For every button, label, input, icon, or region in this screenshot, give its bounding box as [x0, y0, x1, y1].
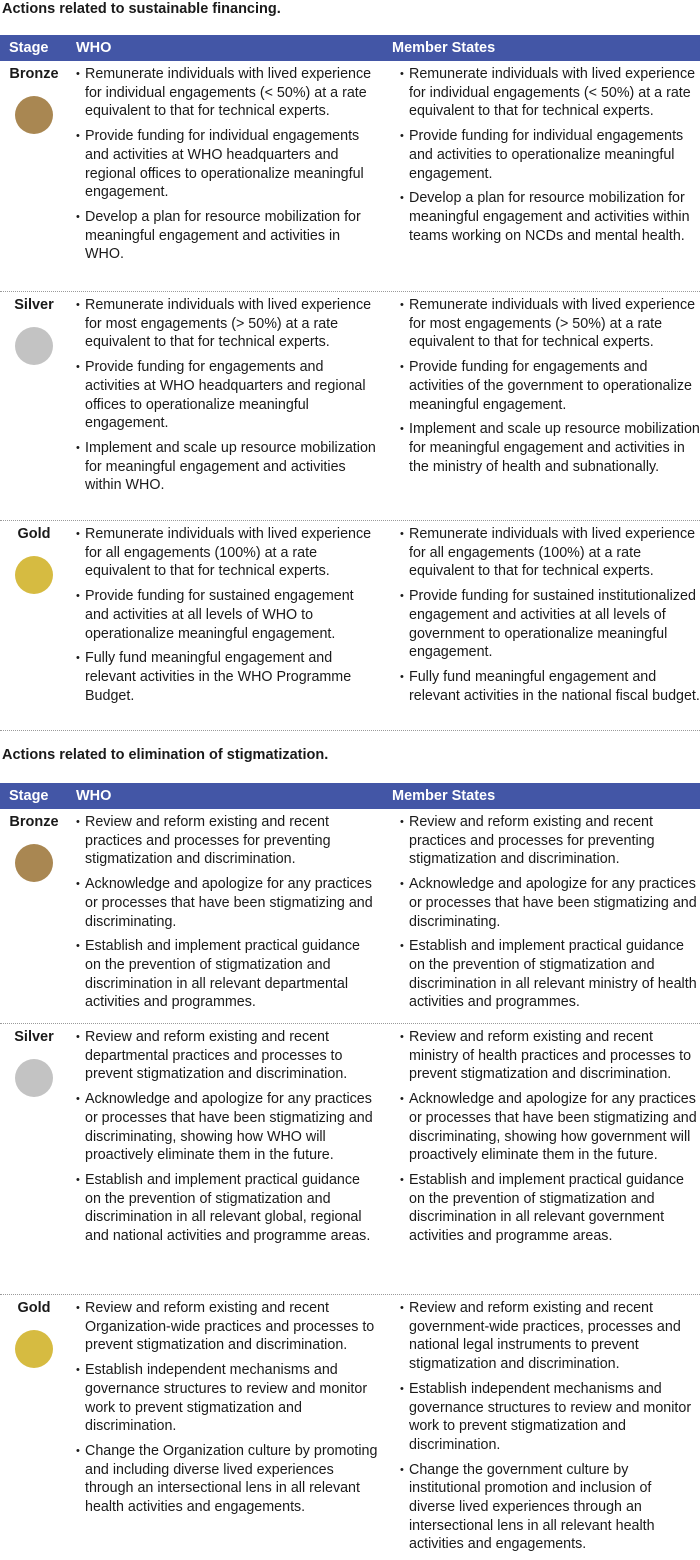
list-item: • Remunerate individuals with lived experience for individual engagements (< 50%) at a rate equivalent to that for technical experts. [76, 65, 378, 121]
header-member-states: Member States [392, 788, 496, 804]
list-item: • Acknowledge and apologize for any practices or processes that have been stigmatizing and discriminating, showing how WHO will proactively eliminate them in the future. [76, 1090, 378, 1165]
list-item: • Review and reform existing and recent ministry of health practices and processes to prevent stigmatization and discrimination. [400, 1028, 700, 1084]
table-header [0, 35, 700, 61]
list-item: • Provide funding for individual engagements and activities to operationalize meaningful engagement. [400, 127, 700, 183]
silver-medal-icon [15, 1059, 53, 1097]
table-row-silver [0, 292, 700, 521]
list-item: • Remunerate individuals with lived experience for all engagements (100%) at a rate equivalent to that for technical experts. [76, 525, 378, 581]
list-item: • Review and reform existing and recent departmental practices and processes to prevent stigmatization and discrimination. [76, 1028, 378, 1084]
silver-medal-icon [15, 327, 53, 365]
header-member-states: Member States [392, 40, 496, 56]
bronze-medal-icon [15, 96, 53, 134]
list-item: • Review and reform existing and recent government-wide practices, processes and national legal instruments to prevent stigmatization and discrimination. [400, 1299, 700, 1374]
list-item: • Change the government culture by institutional promotion and inclusion of diverse lived experiences through an intersectional lens in all relevant health activities and engagements. [400, 1461, 700, 1555]
table-row-bronze [0, 809, 700, 1024]
header-stage: Stage [9, 40, 49, 56]
list-item: • Implement and scale up resource mobilization for meaningful engagement and activities in the ministry of health and subnationally. [400, 420, 700, 476]
table-row-gold [0, 521, 700, 731]
stage-label: Bronze [9, 66, 59, 82]
stage-label: Gold [17, 1300, 51, 1316]
table-row-bronze [0, 61, 700, 292]
list-item: • Provide funding for individual engagements and activities at WHO headquarters and regional offices to operationalize meaningful engagement. [76, 127, 378, 202]
who-actions [76, 296, 378, 501]
list-item: • Fully fund meaningful engagement and relevant activities in the WHO Programme Budget. [76, 649, 378, 705]
member-states-actions [400, 296, 700, 482]
table-row-gold [0, 1295, 700, 1555]
who-actions [76, 65, 378, 270]
table-header [0, 783, 700, 809]
list-item: • Review and reform existing and recent practices and processes for preventing stigmatization and discrimination. [400, 813, 700, 869]
list-item: • Remunerate individuals with lived experience for individual engagements (< 50%) at a rate equivalent to that for technical experts. [400, 65, 700, 121]
member-states-actions [400, 65, 700, 251]
list-item: • Provide funding for engagements and activities at WHO headquarters and regional offices to operationalize meaningful engagement. [76, 358, 378, 433]
header-stage: Stage [9, 788, 49, 804]
who-actions [76, 525, 378, 711]
stage-label: Silver [14, 297, 54, 313]
list-item: • Acknowledge and apologize for any practices or processes that have been stigmatizing and discriminating, showing how government will proactively eliminate them in the future. [400, 1090, 700, 1165]
list-item: • Provide funding for sustained engagement and activities at all levels of WHO to operationalize meaningful engagement. [76, 587, 378, 643]
header-who: WHO [76, 788, 112, 804]
stage-label: Gold [17, 526, 51, 542]
member-states-actions [400, 525, 700, 711]
list-item: • Establish and implement practical guidance on the prevention of stigmatization and discrimination in all relevant government activities and programme areas. [400, 1171, 700, 1246]
list-item: • Implement and scale up resource mobilization for meaningful engagement and activities within WHO. [76, 439, 378, 495]
list-item: • Fully fund meaningful engagement and relevant activities in the national fiscal budget. [400, 668, 700, 705]
gold-medal-icon [15, 556, 53, 594]
list-item: • Establish and implement practical guidance on the prevention of stigmatization and discrimination in all relevant global, regional and national activities and programme areas. [76, 1171, 378, 1246]
list-item: • Establish independent mechanisms and governance structures to review and monitor work to prevent stigmatization and discrimination. [76, 1361, 378, 1436]
who-actions [76, 1299, 378, 1523]
list-item: • Develop a plan for resource mobilization for meaningful engagement and activities within teams working on NCDs and mental health. [400, 189, 700, 245]
who-actions [76, 813, 378, 1018]
stage-label: Bronze [9, 814, 59, 830]
who-actions [76, 1028, 378, 1252]
list-item: • Provide funding for engagements and activities of the government to operationalize meaningful engagement. [400, 358, 700, 414]
list-item: • Review and reform existing and recent practices and processes for preventing stigmatization and discrimination. [76, 813, 378, 869]
stage-label: Silver [14, 1029, 54, 1045]
list-item: • Establish independent mechanisms and governance structures to review and monitor work to prevent stigmatization and discrimination. [400, 1380, 700, 1455]
list-item: • Develop a plan for resource mobilization for meaningful engagement and activities in WHO. [76, 208, 378, 264]
list-item: • Remunerate individuals with lived experience for most engagements (> 50%) at a rate equivalent to that for technical experts. [400, 296, 700, 352]
list-item: • Establish and implement practical guidance on the prevention of stigmatization and discrimination in all relevant ministry of health activities and programmes. [400, 937, 700, 1012]
list-item: • Review and reform existing and recent Organization-wide practices and processes to prevent stigmatization and discrimination. [76, 1299, 378, 1355]
gold-medal-icon [15, 1330, 53, 1368]
member-states-actions [400, 1299, 700, 1560]
table-row-silver [0, 1024, 700, 1295]
list-item: • Provide funding for sustained institutionalized engagement and activities at all levels of government to operationalize meaningful engagement. [400, 587, 700, 662]
list-item: • Remunerate individuals with lived experience for most engagements (> 50%) at a rate equivalent to that for technical experts. [76, 296, 378, 352]
list-item: • Acknowledge and apologize for any practices or processes that have been stigmatizing and discriminating. [400, 875, 700, 931]
table-title: Actions related to elimination of stigmatization. [2, 747, 329, 763]
list-item: • Establish and implement practical guidance on the prevention of stigmatization and discrimination in all relevant departmental activities and programmes. [76, 937, 378, 1012]
table-title: Actions related to sustainable financing. [2, 1, 281, 17]
list-item: • Change the Organization culture by promoting and including diverse lived experiences through an intersectional lens in all relevant health activities and engagements. [76, 1442, 378, 1517]
member-states-actions [400, 813, 700, 1018]
list-item: • Remunerate individuals with lived experience for all engagements (100%) at a rate equivalent to that for technical experts. [400, 525, 700, 581]
list-item: • Acknowledge and apologize for any practices or processes that have been stigmatizing and discriminating. [76, 875, 378, 931]
bronze-medal-icon [15, 844, 53, 882]
member-states-actions [400, 1028, 700, 1252]
header-who: WHO [76, 40, 112, 56]
